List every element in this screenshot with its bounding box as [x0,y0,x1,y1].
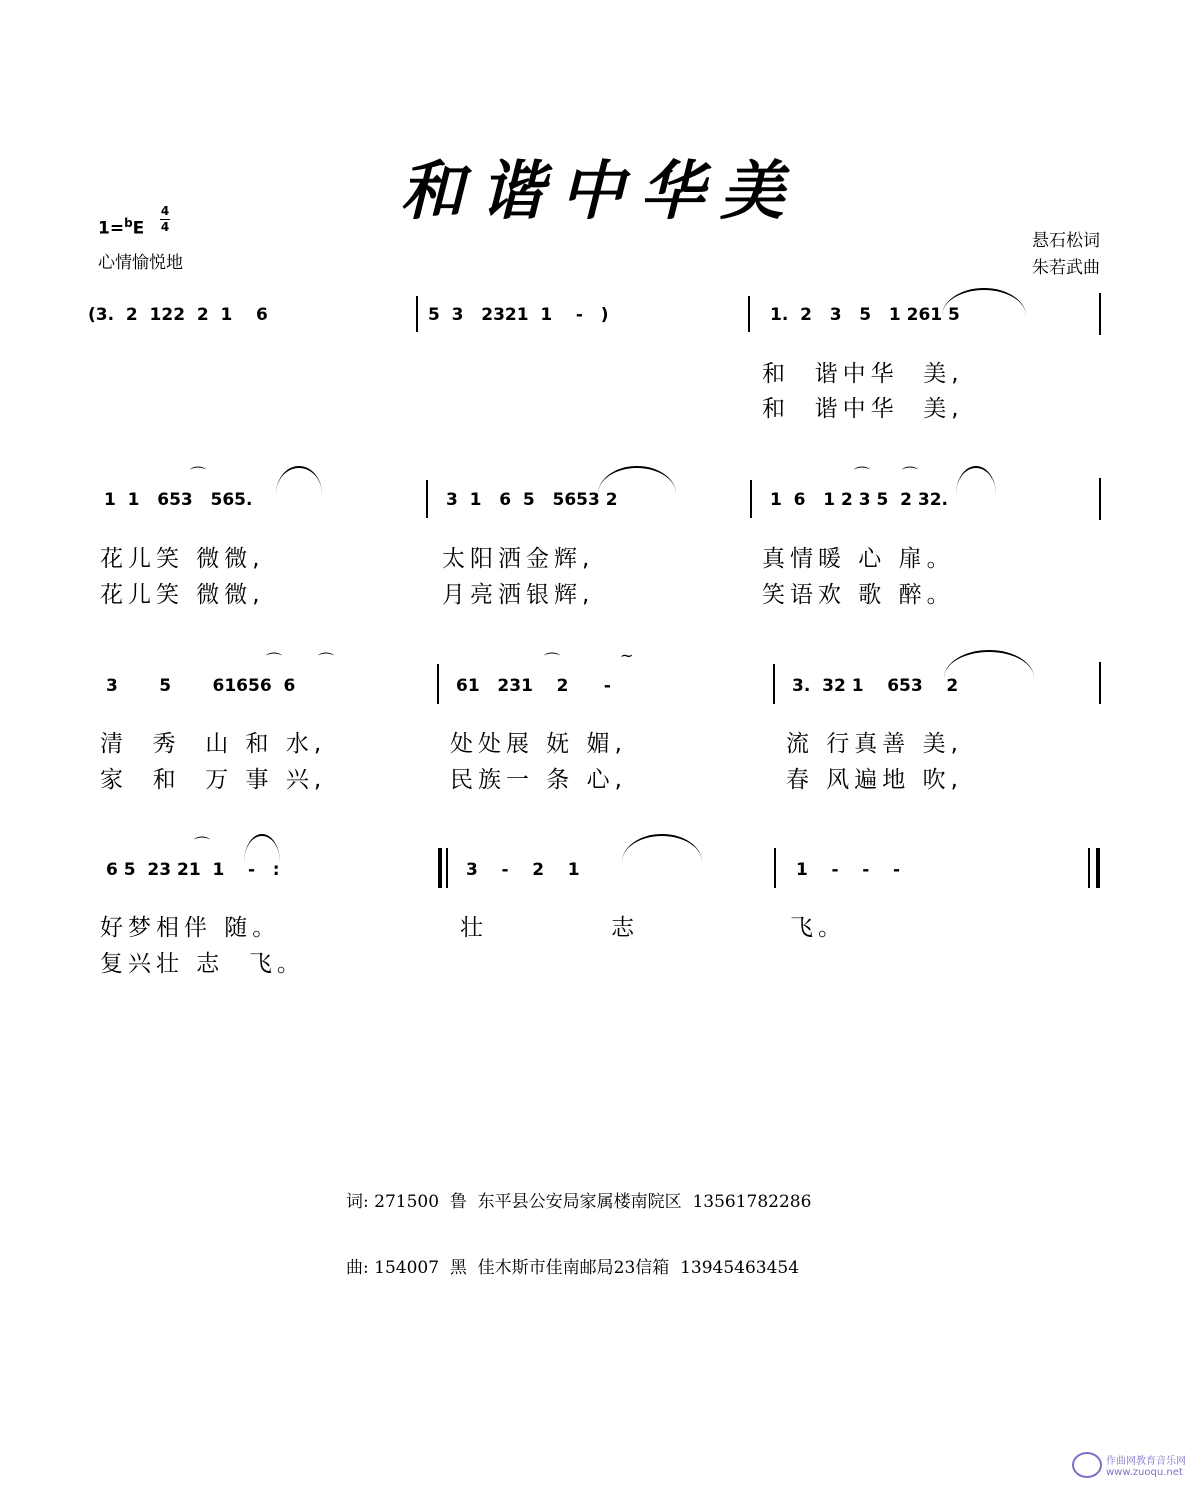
slur [942,288,1026,316]
footer-composer-contact: 曲: 154007 黑 佳木斯市佳南邮局23信箱 13945463454 [346,1258,800,1278]
measure-notes: 1 - - - [796,860,901,880]
barline [446,848,448,888]
fermata-mark: ⌒ [190,465,207,484]
time-sig-bottom: 4 [160,220,170,234]
final-barline [1096,848,1100,888]
slur [622,834,702,862]
barline [774,848,776,888]
measure-notes: 3 5 61656 6 [106,676,296,696]
slur [944,650,1034,678]
key-prefix: 1= [98,218,125,239]
measure-notes: 3. 32 1 653 2 [792,676,959,696]
watermark-line-2: www.zuoqu.net [1106,1467,1183,1478]
credits [1032,228,1100,282]
barline [437,664,439,704]
tempo-marking: 心情愉悦地 [98,253,183,273]
fermata-mark: ⌒ [854,465,871,484]
repeat-barline [438,848,442,888]
lyric-line-2: 春 风遍地 吹, [786,767,963,793]
flat-sign: b [124,216,133,230]
watermark-text [1106,1452,1186,1478]
trill-mark: ~ [620,646,634,665]
time-signature [160,204,170,235]
watermark-line-1: 作曲网教育音乐网 [1106,1456,1186,1467]
lyric-line-2: 笑语欢 歌 醉。 [762,582,955,608]
lyric-line-2: 和 谐中华 美, [762,396,964,422]
measure-notes: 5 3 2321 1 - ) [428,305,609,325]
barline [1099,662,1101,704]
contact-footer [346,1147,811,1323]
lyric-line-1: 壮 志 [460,915,640,941]
lyric-line-1: 飞。 [790,915,846,941]
fermata-mark: ⌒ [544,651,561,670]
slur [956,466,996,494]
lyric-line-2: 复兴壮 志 飞。 [100,951,305,977]
lyric-line-2: 家 和 万 事 兴, [100,767,327,793]
lyric-line-1: 流 行真善 美, [786,731,963,757]
measure-notes: 1 6 1 2 3 5 2 32. [770,490,949,510]
barline [426,480,428,518]
lyric-line-1: 处处展 妩 媚, [450,731,627,757]
lyric-line-2: 民族一 条 心, [450,767,627,793]
measure-notes: 1 1 653 565. [104,490,253,510]
measure-notes: 61 231 2 - [456,676,611,696]
fermata-mark: ⌒ [902,465,919,484]
barline [416,296,418,332]
lyric-line-1: 和 谐中华 美, [762,361,964,387]
measure-notes: 6 5 23 21 1 - : [106,860,280,880]
measure-notes: 3 1 6 5 5653 2 [446,490,618,510]
lyric-line-1: 清 秀 山 和 水, [100,731,327,757]
barline [773,664,775,704]
lyric-line-1: 真情暖 心 扉。 [762,546,955,572]
barline [1099,293,1101,335]
barline [748,296,750,332]
logo-icon [1072,1452,1102,1478]
slur [244,834,280,862]
lyric-line-2: 花儿笑 微微, [100,582,265,608]
lyricist: 悬石松词 [1032,231,1100,251]
key-signature [98,212,144,240]
measure-notes: 3 - 2 1 [466,860,580,880]
composer: 朱若武曲 [1032,258,1100,278]
measure-notes: 1. 2 3 5 1 261 5 [770,305,960,325]
slur [276,466,322,494]
fermata-mark: ⌒ [318,651,335,670]
lyric-line-1: 好梦相伴 随。 [100,915,281,941]
barline [1099,478,1101,520]
lyric-line-2: 月亮洒银辉, [442,582,595,608]
site-watermark [1072,1452,1186,1478]
time-sig-top: 4 [160,204,170,218]
lyric-line-1: 太阳洒金辉, [442,546,595,572]
key-note: E [132,218,145,239]
song-title: 和谐中华美 [400,154,800,229]
barline [750,480,752,518]
barline [1088,848,1090,888]
measure-notes: (3. 2 122 2 1 6 [88,305,268,325]
footer-lyricist-contact: 词: 271500 鲁 东平县公安局家属楼南院区 13561782286 [346,1192,812,1212]
lyric-line-1: 花儿笑 微微, [100,546,265,572]
fermata-mark: ⌒ [194,835,211,854]
fermata-mark: ⌒ [266,651,283,670]
